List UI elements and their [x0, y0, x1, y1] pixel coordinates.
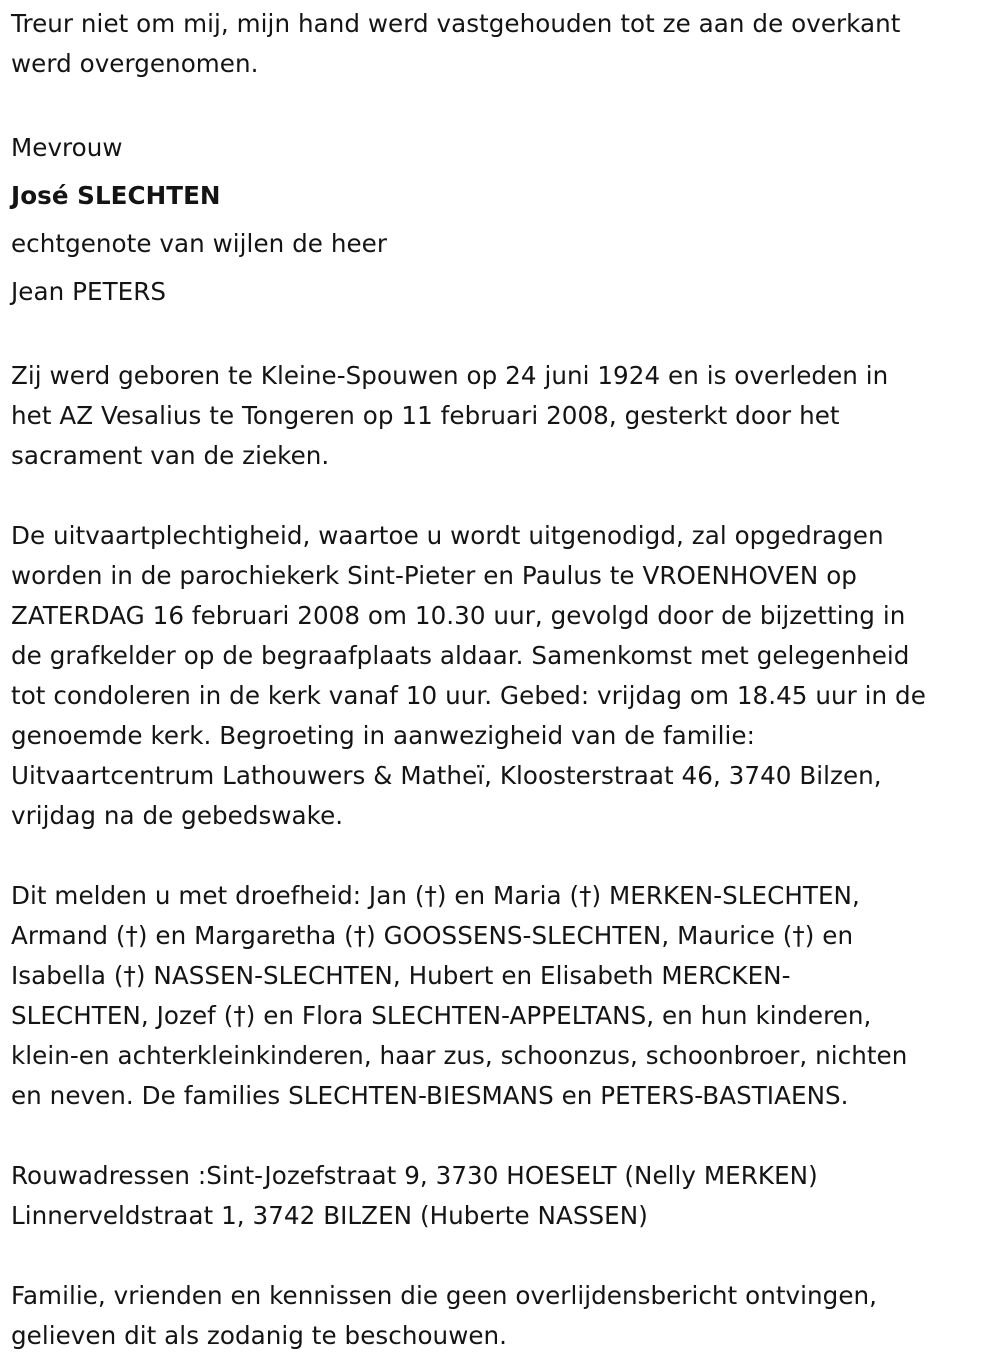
paragraph-line: ZATERDAG 16 februari 2008 om 10.30 uur, gevolgd door de bijzetting in [11, 601, 906, 630]
spouse-name: Jean PETERS [11, 277, 167, 306]
paragraph-line: en neven. De families SLECHTEN-BIESMANS en PETERS-BASTIAENS. [11, 1081, 849, 1110]
paragraph-line: worden in de parochiekerk Sint-Pieter en Paulus te VROENHOVEN op [11, 561, 857, 590]
deceased-title: Mevrouw [11, 133, 123, 162]
obituary-document [11, 4, 996, 1356]
spacer [11, 1116, 996, 1156]
paragraph-line: vrijdag na de gebedswake. [11, 801, 344, 830]
paragraph-line: tot condoleren in de kerk vanaf 10 uur. Gebed: vrijdag om 18.45 uur in de [11, 681, 926, 710]
paragraph-line: sacrament van de zieken. [11, 441, 330, 470]
paragraph-line: Isabella (†) NASSEN-SLECHTEN, Hubert en Elisabeth MERCKEN- [11, 961, 791, 990]
spacer [11, 1236, 996, 1276]
deceased-relation: echtgenote van wijlen de heer [11, 229, 387, 258]
family-paragraph [11, 876, 996, 1116]
closing-paragraph [11, 1276, 996, 1356]
paragraph-line: SLECHTEN, Jozef (†) en Flora SLECHTEN-APPELTANS, en hun kinderen, [11, 1001, 872, 1030]
paragraph-line: klein-en achterkleinkinderen, haar zus, schoonzus, schoonbroer, nichten [11, 1041, 908, 1070]
paragraph-line: Uitvaartcentrum Lathouwers & Matheï, Kloosterstraat 46, 3740 Bilzen, [11, 761, 882, 790]
paragraph-line: genoemde kerk. Begroeting in aanwezigheid van de familie: [11, 721, 755, 750]
paragraph-line: de grafkelder op de begraafplaats aldaar. Samenkomst met gelegenheid [11, 641, 910, 670]
paragraph-line: gelieven dit als zodanig te beschouwen. [11, 1321, 508, 1350]
spacer [11, 84, 996, 124]
intro-line-2: werd overgenomen. [11, 49, 259, 78]
spacer [11, 316, 996, 356]
spacer [11, 836, 996, 876]
paragraph-line: Zij werd geboren te Kleine-Spouwen op 24 juni 1924 en is overleden in [11, 361, 889, 390]
paragraph-line: Familie, vrienden en kennissen die geen overlijdensbericht ontvingen, [11, 1281, 878, 1310]
birth-death-paragraph [11, 356, 996, 476]
deceased-block [11, 124, 996, 316]
paragraph-line: het AZ Vesalius te Tongeren op 11 februari 2008, gesterkt door het [11, 401, 840, 430]
funeral-paragraph [11, 516, 996, 836]
paragraph-line: De uitvaartplechtigheid, waartoe u wordt uitgenodigd, zal opgedragen [11, 521, 884, 550]
deceased-name: José SLECHTEN [11, 181, 221, 210]
spacer [11, 476, 996, 516]
address-line: Linnerveldstraat 1, 3742 BILZEN (Huberte NASSEN) [11, 1201, 648, 1230]
addresses-paragraph [11, 1156, 996, 1236]
paragraph-line: Armand (†) en Margaretha (†) GOOSSENS-SLECHTEN, Maurice (†) en [11, 921, 854, 950]
address-line: Rouwadressen :Sint-Jozefstraat 9, 3730 HOESELT (Nelly MERKEN) [11, 1161, 818, 1190]
paragraph-line: Dit melden u met droefheid: Jan (†) en Maria (†) MERKEN-SLECHTEN, [11, 881, 860, 910]
intro-line-1: Treur niet om mij, mijn hand werd vastgehouden tot ze aan de overkant [11, 9, 901, 38]
intro-quote [11, 4, 996, 84]
